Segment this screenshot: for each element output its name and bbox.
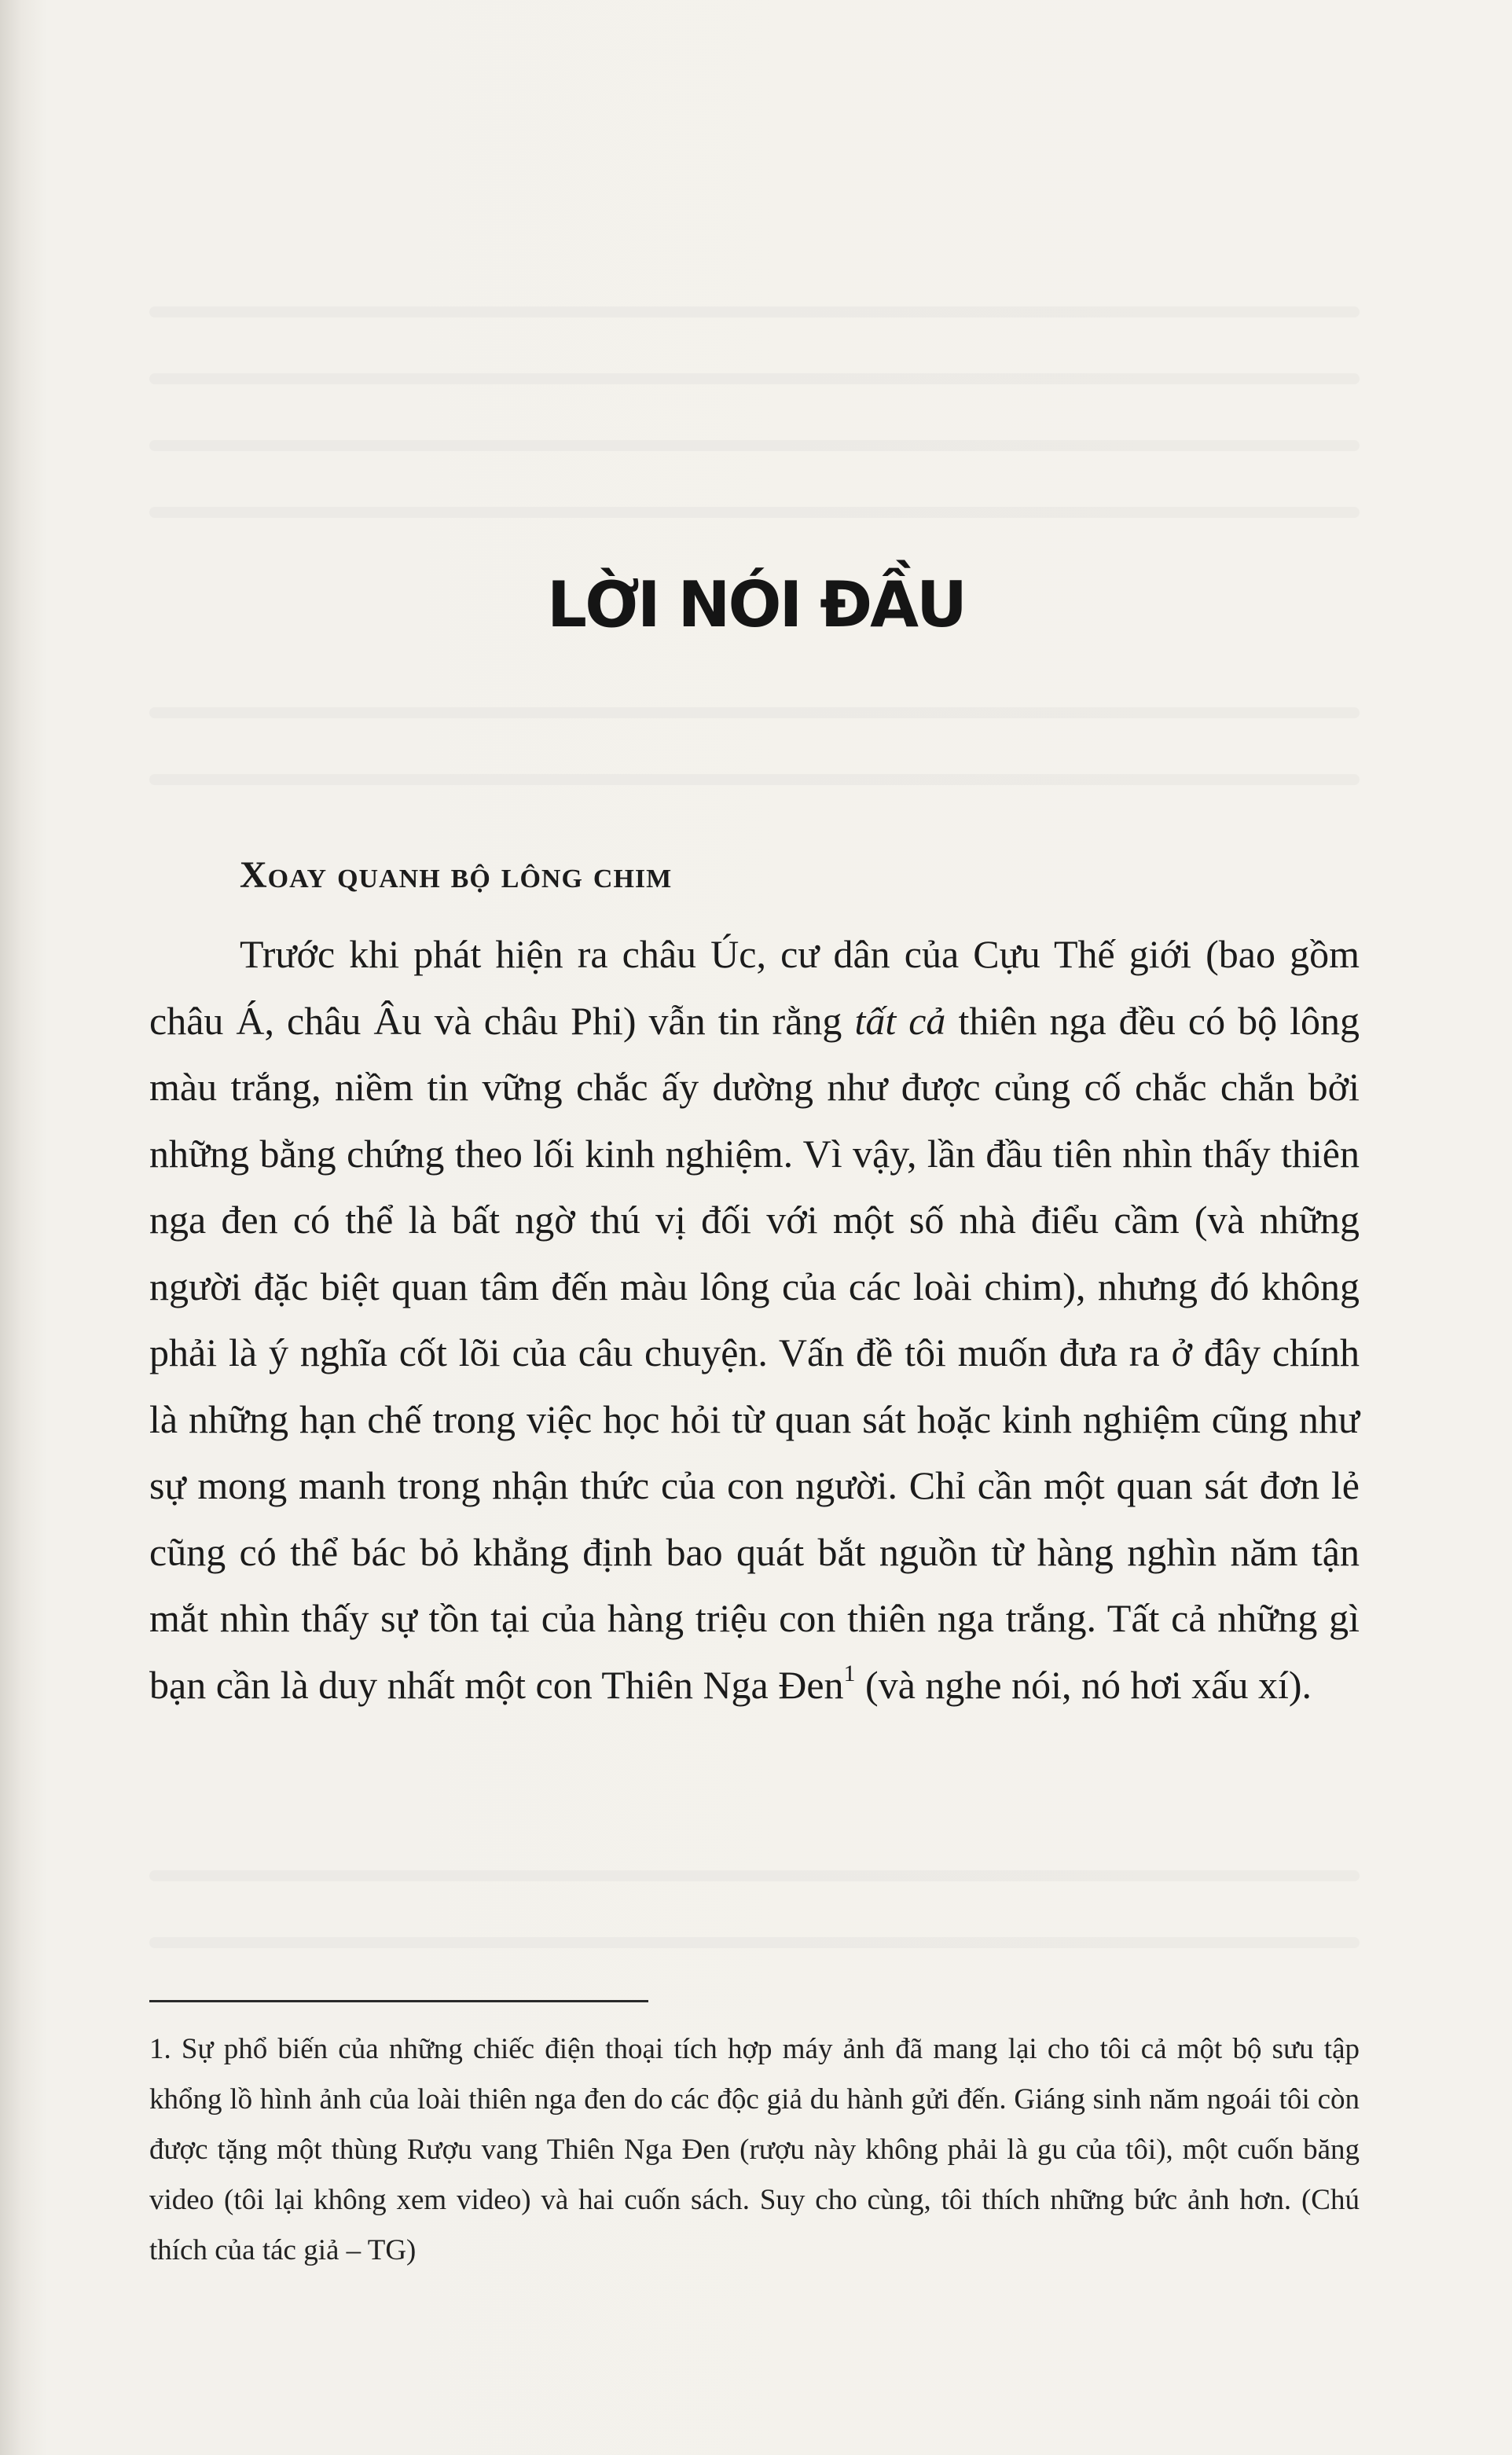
paragraph-text-middle: thiên nga đều có bộ lông màu trắng, niềm tin vững chắc ấy dường như được củng cố chắc chắn bởi những bằng chứng theo lối kinh nghiệm. Vì vậy, lần đầu tiên nhìn thấy thiên nga đen có thể là bất ngờ thú vị đối với một số nhà điểu cầm (và những người đặc biệt quan tâm đến màu lông của các loài chim), nhưng đó không phải là ý nghĩa cốt lõi của câu chuyện. Vấn đề tôi muốn đưa ra ở đây chính là những hạn chế trong việc học hỏi từ quan sát hoặc kinh nghiệm cũng như sự mong manh trong nhận thức của con người. Chỉ cần một quan sát đơn lẻ cũng có thể bác bỏ khẳng định bao quát bắt nguồn từ hàng nghìn năm tận mắt nhìn thấy sự tồn tại của hàng triệu con thiên nga trắng. Tất cả những gì bạn cần là duy nhất một con Thiên Nga Đen xyxy=(149,998,1360,1707)
body-paragraph xyxy=(149,921,1360,1718)
page-title: LỜI NÓI ĐẦU xyxy=(547,568,965,641)
footnote: 1. Sự phổ biến của những chiếc điện thoại tích hợp máy ảnh đã mang lại cho tôi cả một bộ sưu tập khổng lồ hình ảnh của loài thiên nga đen do các độc giả du hành gửi đến. Giáng sinh năm ngoái tôi còn được tặng một thùng Rượu vang Thiên Nga Đen (rượu này không phải là gu của tôi), một cuốn băng video (tôi lại không xem video) và hai cuốn sách. Suy cho cùng, tôi thích những bức ảnh hơn. (Chú thích của tác giả – TG) xyxy=(149,2033,1360,2266)
footnote-divider xyxy=(149,2000,648,2002)
bleed-through-line xyxy=(149,373,1360,384)
footnote-reference[interactable]: 1 xyxy=(843,1660,856,1686)
bleed-through-line xyxy=(149,774,1360,785)
paragraph-text-end: (và nghe nói, nó hơi xấu xí). xyxy=(855,1662,1312,1707)
section-heading: Xoay quanh bộ lông chim xyxy=(240,854,673,896)
emphasis-text: tất cả xyxy=(854,998,946,1043)
bleed-through-line xyxy=(149,1937,1360,1948)
bleed-through-line xyxy=(149,707,1360,718)
paragraph-text-start: Trước khi phát hiện ra châu Úc, cư dân của Cựu Thế giới (bao gồm châu Á, châu Âu và châu Phi) vẫn tin rằng xyxy=(149,932,1360,1043)
bleed-through-line xyxy=(149,1870,1360,1881)
bleed-through-line xyxy=(149,440,1360,451)
bleed-through-line xyxy=(149,306,1360,317)
bleed-through-line xyxy=(149,507,1360,518)
